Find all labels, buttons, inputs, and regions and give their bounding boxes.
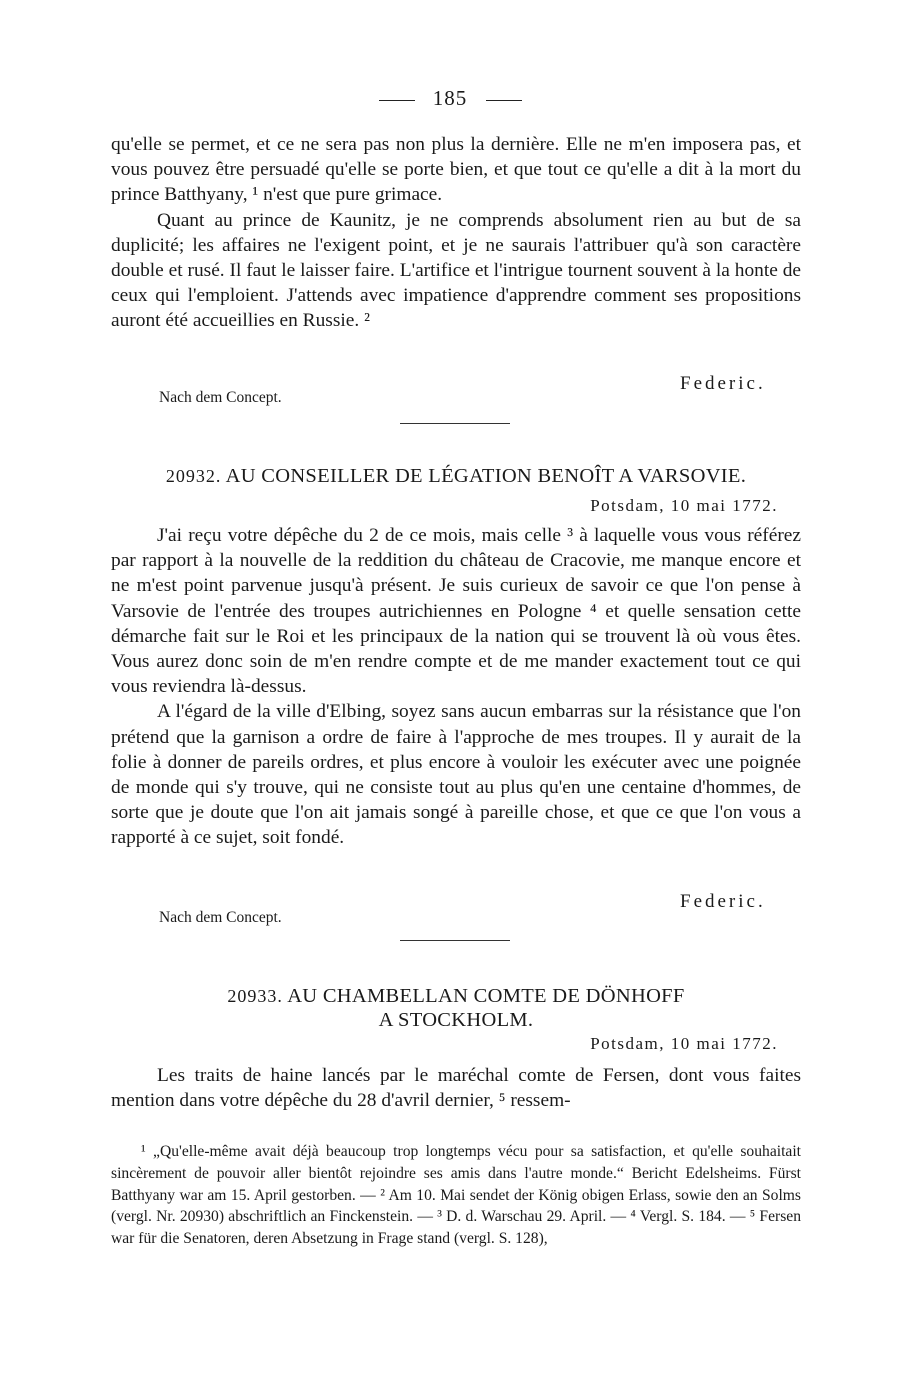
dateline: Potsdam, 10 mai 1772.: [590, 496, 778, 515]
letter-20931-body: [111, 132, 801, 334]
source-note: Nach dem Concept.: [159, 389, 282, 406]
signature: Federic.: [680, 373, 766, 394]
letter-number: 20933.: [227, 986, 283, 1006]
letter-20933-body: [111, 1063, 801, 1113]
header-dash-left: [379, 100, 415, 101]
paragraph: qu'elle se permet, et ce ne sera pas non plus la dernière. Elle ne m'en imposera pas, et vous pouvez être persuadé qu'elle se porte bien, et que tout ce qu'elle a dit à la mort du prince Batthyany, ¹ n'est que pure grimace.: [111, 134, 801, 206]
dateline: Potsdam, 10 mai 1772.: [590, 1034, 778, 1053]
paragraph: Quant au prince de Kaunitz, je ne comprends absolument rien au but de sa duplicité; les affaires ne l'exigent point, et je ne saurais l'attribuer qu'à son caractère double et rusé. Il faut le laisser faire. L'artifice et l'intrigue tournent souvent à la honte de ceux qui l'emploient. J'attends avec impatience d'apprendre comment ses propositions auront été accueillies en Russie. ²: [111, 209, 801, 332]
letter-20932-heading: [111, 464, 801, 488]
section-divider: [400, 423, 510, 424]
letter-20933-heading: [111, 984, 801, 1032]
scan-mark: [34, 1376, 64, 1388]
paragraph: J'ai reçu votre dépêche du 2 de ce mois, mais celle ³ à laquelle vous vous référez par rapport à la nouvelle de la reddition du château de Cracovie, me manque encore et ne m'est point parvenue jusqu'à présent. Je suis curieux de savoir ce que l'on pense à Varsovie de l'entrée des troupes autrichiennes en Pologne ⁴ et quelle sensation cette démarche fait sur le Roi et les principaux de la nation qui se trouvent là où vous êtes. Vous aurez donc soin de m'en rendre compte et de me mander exactement tout ce qui vous reviendra là-dessus.: [111, 525, 801, 698]
letter-number: 20932.: [165, 466, 222, 486]
letter-title-line1: AU CHAMBELLAN COMTE DE DÖNHOFF: [287, 985, 685, 1007]
letter-title-line2: A STOCKHOLM.: [378, 1009, 534, 1031]
section-divider: [400, 940, 510, 941]
paragraph: Les traits de haine lancés par le maréchal comte de Fersen, dont vous faites mention dans votre dépêche du 28 d'avril dernier, ⁵ ressem-: [111, 1065, 801, 1112]
header-dash-right: [486, 100, 522, 101]
footnote-text: ¹ „Qu'elle-même avait déjà beaucoup trop longtemps vécu pour sa satisfaction, et qu'elle souhaitait sincèrement de pouvoir aller bientôt rejoindre ses amis dans l'autre monde.“ Bericht Edelsheims. Fürst Batthyany war am 15. April gestorben. — ² Am 10. Mai sendet der König obigen Erlass, sowie den an Solms (vergl. Nr. 20930) abschriftlich an Finckenstein. — ³ D. d. Warschau 29. April. — ⁴ Vergl. S. 184. — ⁵ Fersen war für die Senatoren, deren Absetzung in Frage stand (vergl. S. 128),: [111, 1143, 801, 1248]
footnotes: [111, 1141, 801, 1250]
letter-title: AU CONSEILLER DE LÉGATION BENOÎT A VARSOVIE.: [225, 465, 747, 487]
signature: Federic.: [680, 891, 766, 912]
page-header: [0, 86, 900, 111]
page-number: 185: [432, 86, 468, 110]
paragraph: A l'égard de la ville d'Elbing, soyez sans aucun embarras sur la résistance que l'on prétend que la garnison a ordre de faire à l'approche de mes troupes. Il y aurait de la folie à donner de pareils ordres, et plus encore à vouloir les exécuter avec une poignée de monde qui s'y trouve, qui ne consiste tout au plus qu'en une centaine d'hommes, de sorte que je doute que l'on ait jamais songé à pareille chose, et que ce que l'on vous a rapporté à ce sujet, soit fondé.: [111, 701, 801, 849]
letter-20932-body: [111, 523, 801, 851]
source-note: Nach dem Concept.: [159, 909, 282, 926]
